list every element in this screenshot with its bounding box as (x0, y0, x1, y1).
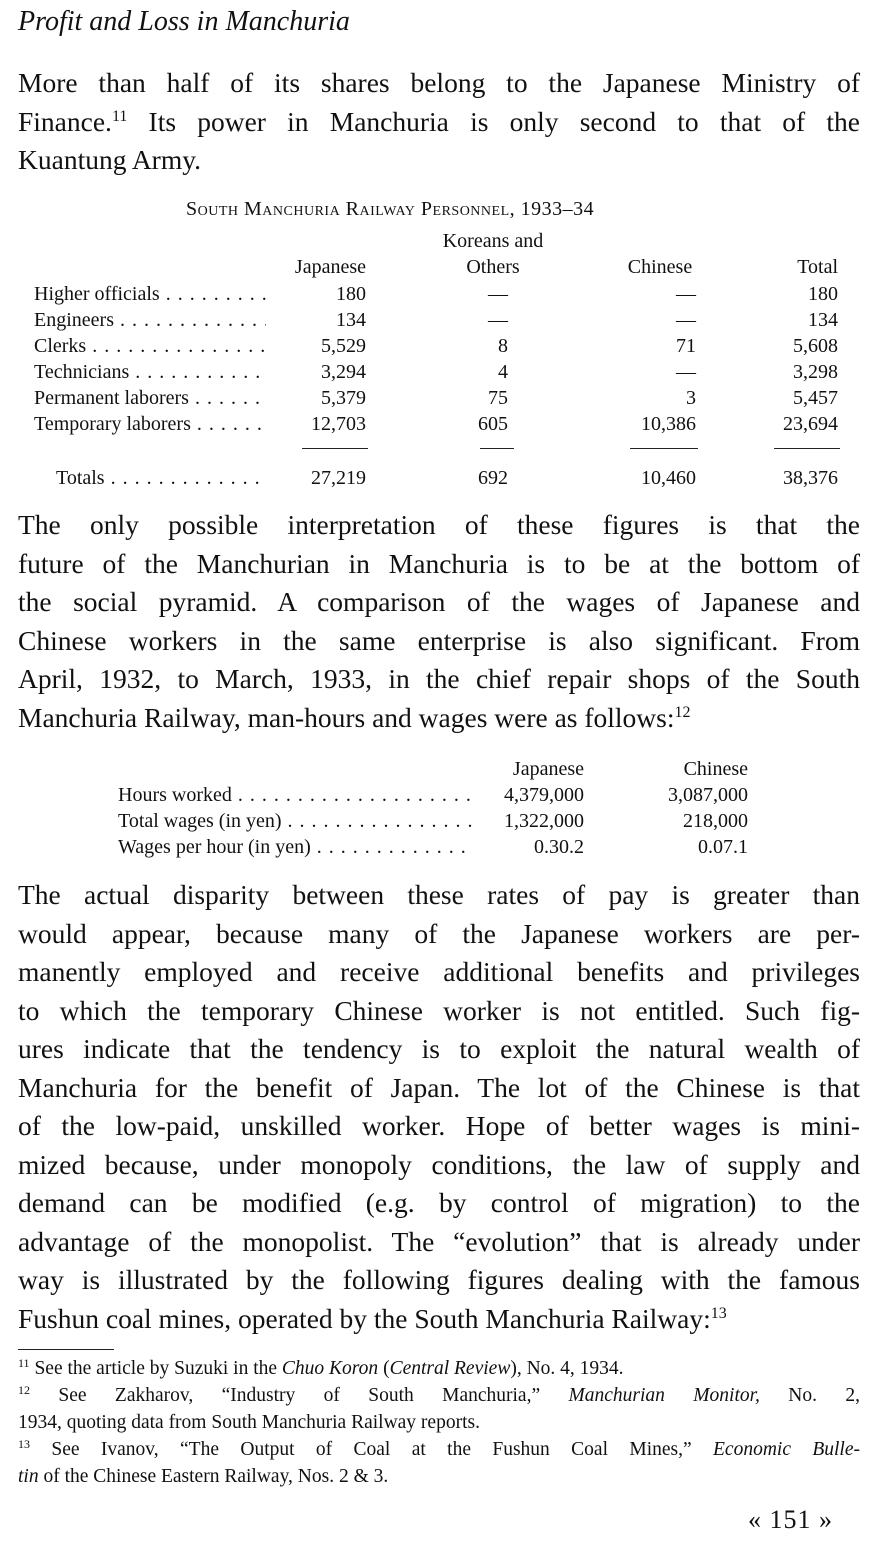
cell-chinese: — (676, 283, 696, 305)
row-label: Engineers . . . (34, 309, 266, 332)
table1-header-japanese: Japanese (294, 256, 366, 278)
cell-chinese: 218,000 (683, 810, 748, 832)
row-label: Technicians . . . (34, 361, 266, 384)
cell-japanese: 1,322,000 (504, 810, 584, 832)
text-line: $^{13}$ See Ivanov, “The Output of Coal at the Fushun Coal Mines,” Economic Bulle- (18, 1437, 861, 1460)
table-row (18, 784, 860, 810)
table1-header-koreans-line1: Koreans and (442, 230, 544, 252)
row-label: Wages per hour (in yen) . . . (118, 836, 472, 859)
row-label: Temporary laborers . . . (34, 413, 266, 436)
text-line: to which the temporary Chinese worker is not entitled. Such fig- (18, 994, 860, 1026)
row-label: Clerks . . . (34, 335, 266, 358)
text-line: mized because, under monopoly conditions, the law of supply and (18, 1148, 860, 1180)
table-row (18, 413, 860, 437)
table-row (18, 361, 860, 385)
footnote-11 (18, 1355, 860, 1382)
sum-rule (630, 448, 698, 449)
cell-koreans: — (488, 283, 508, 305)
paragraph-1 (18, 64, 860, 180)
text-line: future of the Manchurian in Manchuria is to be at the bottom of (18, 547, 860, 579)
cell-total: 3,298 (793, 361, 838, 383)
text-line: the social pyramid. A comparison of the wages of Japanese and (18, 586, 860, 617)
cell-chinese: 0.07.1 (698, 836, 748, 858)
table1-title: South Manchuria Railway Personnel, 1933–34 (186, 198, 595, 220)
table-row (18, 387, 860, 411)
footnote-rule (18, 1349, 114, 1350)
row-label: Higher officials . . . (34, 283, 266, 306)
cell-chinese: 10,386 (641, 413, 696, 435)
text-line: Chinese workers in the same enterprise is also significant. From (18, 624, 860, 656)
row-label: Total wages (in yen) . . . (118, 810, 472, 833)
text-line: $^{11}$ See the article by Suzuki in the Chuo Koron (Central Review), No. 4, 1934. (18, 1356, 624, 1379)
text-line: tin of the Chinese Eastern Railway, Nos. 2 & 3. (18, 1466, 389, 1487)
sum-rule (302, 448, 368, 449)
cell-japanese: 27,219 (311, 467, 366, 489)
cell-total: 180 (808, 283, 838, 305)
cell-japanese: 3,294 (321, 361, 366, 383)
cell-koreans: 692 (478, 467, 508, 489)
paragraph-2 (18, 506, 860, 737)
text-line: manently employed and receive additional benefits and privileges (18, 956, 860, 987)
footnote-13 (18, 1436, 860, 1490)
text-line: ures indicate that the tendency is to exploit the natural wealth of (18, 1033, 860, 1064)
table2-header-chinese: Chinese (683, 758, 748, 780)
cell-chinese: — (676, 361, 696, 383)
text-line: 1934, quoting data from South Manchuria Railway reports. (18, 1412, 480, 1433)
text-line: $^{12}$ See Zakharov, “Industry of South Manchuria,” Manchurian Monitor, No. 2, (18, 1383, 860, 1406)
row-label: Totals . . . (56, 467, 266, 490)
cell-japanese: 4,379,000 (504, 784, 584, 806)
text-line: Manchuria Railway, man-hours and wages were as follows:$^{12}$ (18, 701, 691, 733)
paragraph-3 (18, 876, 860, 1338)
text-line: Fushun coal mines, operated by the South Manchuria Railway:$^{13}$ (18, 1302, 727, 1334)
table2-header-japanese: Japanese (512, 758, 584, 780)
text-line: way is illustrated by the following figures dealing with the famous (18, 1264, 860, 1295)
cell-chinese: 71 (676, 335, 696, 357)
cell-koreans: 8 (498, 335, 508, 357)
footnote-ref-12[interactable]: 12 (674, 703, 691, 721)
cell-koreans: — (488, 309, 508, 331)
table1-header-koreans-line2: Others (466, 256, 520, 278)
cell-japanese: 12,703 (311, 413, 366, 435)
row-label: Permanent laborers . . . (34, 387, 266, 410)
cell-total: 134 (808, 309, 838, 331)
cell-koreans: 4 (498, 361, 508, 383)
text-line: More than half of its shares belong to the Japanese Ministry of (18, 67, 860, 98)
cell-chinese: 3 (686, 387, 696, 409)
table-row (18, 836, 860, 862)
cell-total: 5,457 (793, 387, 838, 409)
totals-row (18, 467, 860, 491)
text-line: would appear, because many of the Japanese workers are per- (18, 917, 860, 949)
running-head: Profit and Loss in Manchuria (18, 6, 350, 37)
cell-total: 38,376 (783, 467, 838, 489)
text-line: Kuantung Army. (18, 144, 202, 175)
cell-japanese: 5,379 (321, 387, 366, 409)
text-line: The only possible interpretation of these figures is that the (18, 509, 860, 540)
footnote-12 (18, 1382, 860, 1436)
page-number: « 151 » (748, 1505, 833, 1534)
text-line: Finance.$^{11}$ Its power in Manchuria is only second to that of the (18, 105, 860, 137)
cell-japanese: 0.30.2 (534, 836, 584, 858)
footnote-ref-13[interactable]: 13 (710, 1304, 727, 1322)
sum-rule (480, 448, 514, 449)
cell-koreans: 75 (488, 387, 508, 409)
cell-chinese: — (676, 309, 696, 331)
cell-japanese: 180 (336, 283, 366, 305)
cell-chinese: 3,087,000 (668, 784, 748, 806)
table-row (18, 335, 860, 359)
text-line: of the low-paid, unskilled worker. Hope of better wages is mini- (18, 1110, 860, 1141)
text-line: April, 1932, to March, 1933, in the chief repair shops of the South (18, 663, 860, 694)
cell-total: 5,608 (793, 335, 838, 357)
footnote-ref-11[interactable]: 11 (111, 107, 128, 125)
cell-koreans: 605 (478, 413, 508, 435)
table-row (18, 810, 860, 836)
table1-header-chinese: Chinese (627, 256, 693, 278)
table-row (18, 309, 860, 333)
row-label: Hours worked . . . (118, 784, 472, 807)
cell-total: 23,694 (783, 413, 838, 435)
cell-chinese: 10,460 (641, 467, 696, 489)
table-row (18, 283, 860, 307)
text-line: The actual disparity between these rates of pay is greater than (18, 879, 860, 910)
table1-header-total: Total (797, 256, 838, 278)
cell-japanese: 5,529 (321, 335, 366, 357)
cell-japanese: 134 (336, 309, 366, 331)
text-line: demand can be modified (e.g. by control of migration) to the (18, 1187, 860, 1218)
text-line: Manchuria for the benefit of Japan. The lot of the Chinese is that (18, 1071, 860, 1103)
text-line: advantage of the monopolist. The “evolution” that is already under (18, 1225, 860, 1257)
sum-rule (774, 448, 840, 449)
